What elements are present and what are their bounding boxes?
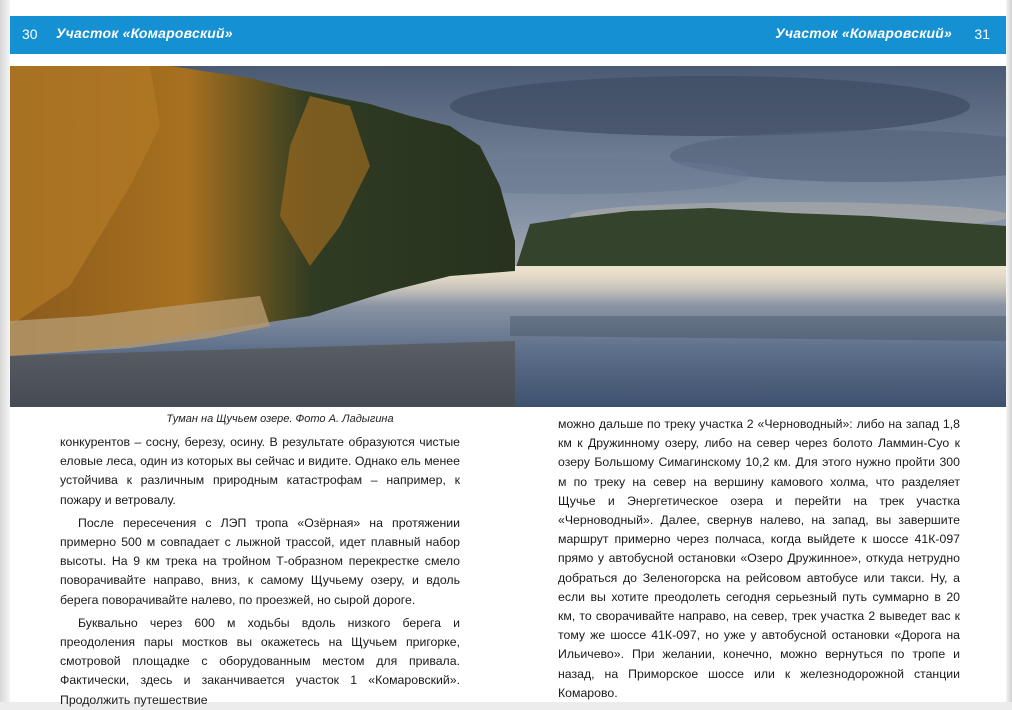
left-paragraph-3: Буквально через 600 м ходьбы вдоль низкого берега и преодоления пары мостков вы окажетесь на Щучьем пригорке, смотровой площадке с оборудованным местом для привала. Фактически, здесь и заканчивается участок 1 «Комаровский». Продолжить путешествие [60,615,460,707]
right-text-column [558,415,960,703]
page-edge-right [1006,0,1012,702]
left-section-title: Участок «Комаровский» [56,25,233,41]
lake-fog-photo [10,66,1006,407]
photo-caption: Туман на Щучьем озере. Фото А. Ладыгина [166,413,394,425]
left-text-column [60,433,460,710]
right-paragraph-1: можно дальше по треку участка 2 «Черноводный»: либо на запад 1,8 км к Дружинному озеру, либо на север через болото Ламмин-Суо к озеру Большому Симагинскому 10,2 км. Для этого нужно пройти 300 м по треку на север на вершину камового холма, что разделяет Щучье и Энергетическое озера и перейти на трек участка «Черноводный». Далее, свернув налево, на запад, вы завершите маршрут примерно через полчаса, когда выйдете к шоссе 41К-097 прямо у автобусной остановки «Озеро Дружинное», откуда нетрудно добраться до Зеленогорска на рейсовом автобусе или такси. Ну, а если вы хотите преодолеть сегодня серьезный путь суммарно в 20 км, то сворачивайте направо, на север, трек участка 2 выведет вас к тому же шоссе 41К-097, но уже у автобусной остановки «Дорога на Ильичево». При желании, конечно, можно вернуться по тропе и назад, на Приморское шоссе или к железнодорожной станции Комарово. [558,417,960,700]
left-paragraph-1: конкурентов – сосну, березу, осину. В результате образуются чистые еловые леса, один из которых вы сейчас и видите. Однако ель менее устойчива к различным природным катастрофам – например, к пожару и ветровалу. [60,435,460,507]
left-paragraph-2: После пересечения с ЛЭП тропа «Озёрная» на протяжении примерно 500 м совпадает с лыжной трассой, идет плавный набор высоты. На 9 км трека на тройном Т-образном перекрестке смело поворачивайте направо, вниз, к самому Щучьему озеру, и вдоль берега поворачивайте налево, по проезжей, но сырой дороге. [60,515,460,607]
right-section-title: Участок «Комаровский» [775,25,952,41]
right-page-number: 31 [974,26,990,42]
page-edge-left [0,0,10,702]
left-page-number: 30 [22,26,38,42]
page-header-bar [10,16,1006,54]
